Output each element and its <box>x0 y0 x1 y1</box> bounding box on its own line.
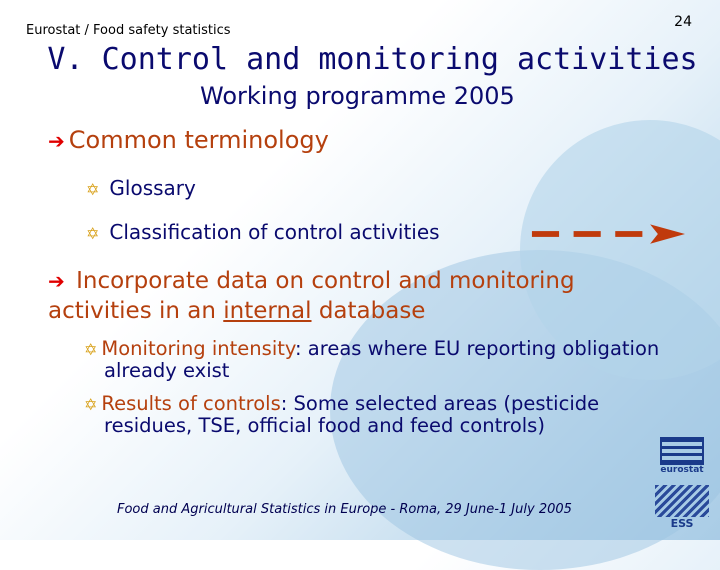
star-bullet-icon: ✡ <box>86 180 100 199</box>
bullet-text: : areas where EU reporting obligation already exist <box>104 337 660 382</box>
bullet-label: Results of controls <box>101 392 281 415</box>
arrow-bullet-icon: ➔ <box>48 129 65 153</box>
page-number: 24 <box>674 14 692 30</box>
header-source: Eurostat / Food safety statistics <box>26 23 231 38</box>
arrow-bullet-icon: ➔ <box>48 269 65 293</box>
eurostat-logo-mark <box>660 437 704 465</box>
star-bullet-icon: ✡ <box>86 224 100 243</box>
sub-bullet-classification <box>86 220 440 244</box>
bullet-text: : Some selected areas (pesticide residues, TSE, official food and feed controls) <box>104 392 600 437</box>
slide-title: V. Control and monitoring activities <box>47 42 698 77</box>
underlined-text: internal <box>223 298 312 324</box>
eurostat-logo-text: eurostat <box>660 465 704 475</box>
star-bullet-icon: ✡ <box>84 395 98 414</box>
dashed-arrow-icon <box>530 224 685 244</box>
bullet-text: database <box>311 298 426 324</box>
incorporate-data-section <box>48 266 668 448</box>
bullet-text: Classification of control activities <box>109 220 440 244</box>
sub-bullet-results-of-controls <box>84 393 664 436</box>
footer-text: Food and Agricultural Statistics in Europe - Roma, 29 June-1 July 2005 <box>117 502 572 517</box>
slide-subtitle: Working programme 2005 <box>200 82 515 110</box>
bullet-incorporate-data <box>48 266 668 326</box>
ess-logo-mark <box>655 485 709 517</box>
bullet-text: Glossary <box>109 176 196 200</box>
bullet-text: Common terminology <box>68 126 329 154</box>
sub-bullet-monitoring-intensity <box>84 338 664 381</box>
star-bullet-icon: ✡ <box>84 340 98 359</box>
ess-logo-text: ESS <box>670 517 694 530</box>
bullet-common-terminology <box>48 126 329 154</box>
ess-logo <box>655 485 709 530</box>
sub-bullet-glossary <box>86 176 196 200</box>
bullet-label: Monitoring intensity <box>101 337 296 360</box>
eurostat-logo <box>660 437 704 475</box>
bullet-text: Incorporate data on control and monitoring activities in an <box>48 268 575 324</box>
